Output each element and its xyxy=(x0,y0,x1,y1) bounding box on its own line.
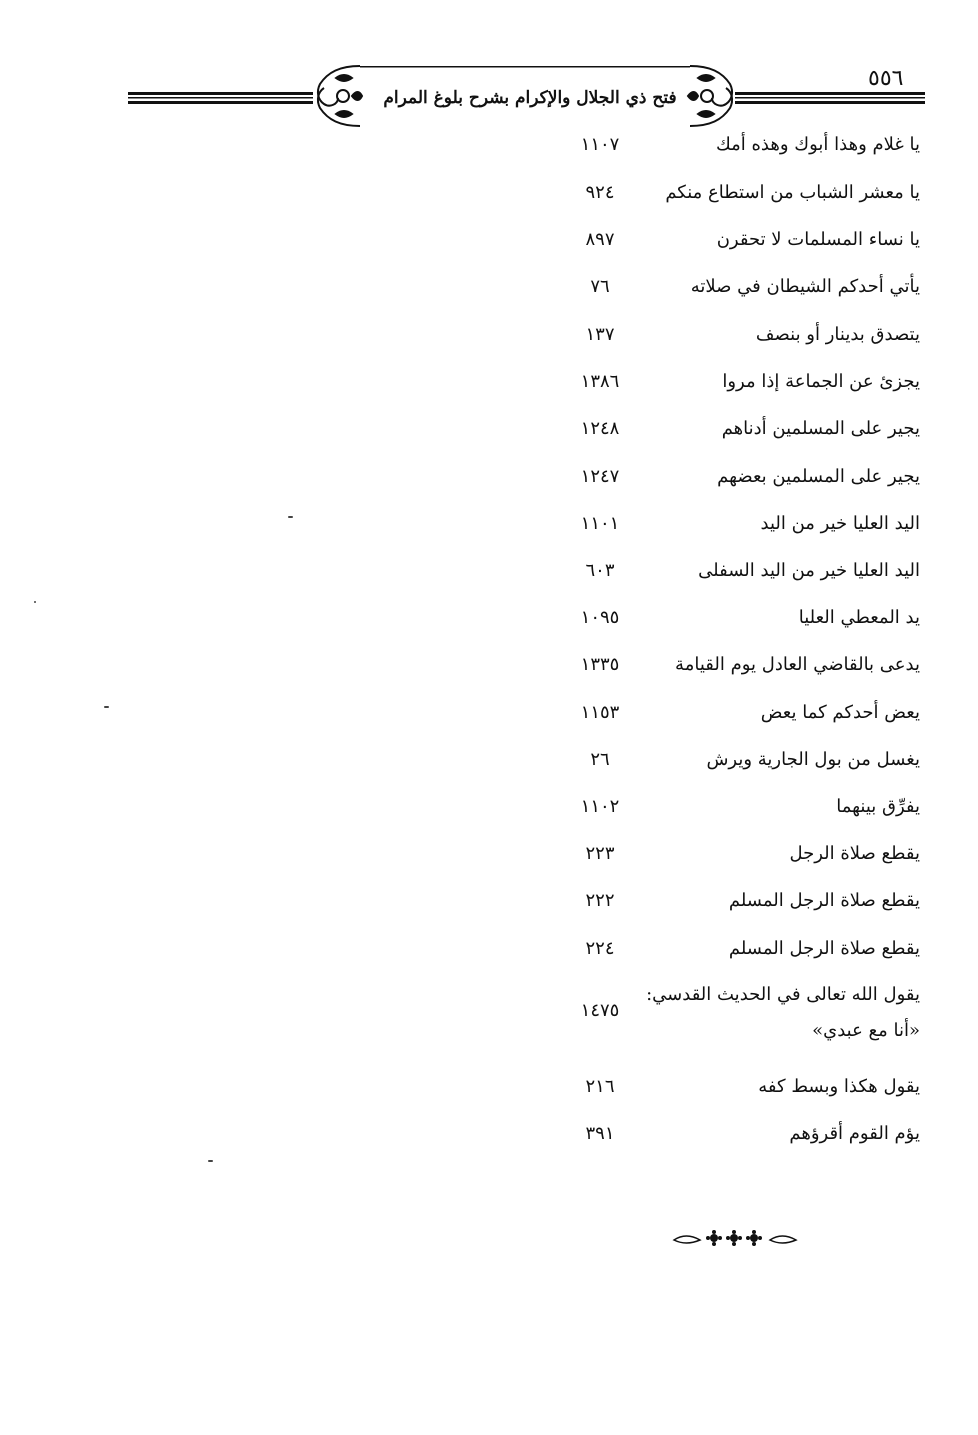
entry-page: ١٢٤٨ xyxy=(580,418,620,439)
entry-text: يفرِّق بينهما xyxy=(836,796,920,817)
entry-text: يقطع صلاة الرجل المسلم xyxy=(728,890,920,911)
index-entry xyxy=(560,176,920,210)
index-entry xyxy=(560,128,920,162)
entry-text: يجير على المسلمين أدناهم xyxy=(721,418,920,439)
header-rule xyxy=(0,0,978,140)
entry-page: ١١٥٣ xyxy=(580,702,620,723)
entry-text: يد المعطي العليا xyxy=(798,607,920,628)
entry-text-line2: «أنا مع عبدي» xyxy=(812,1020,920,1041)
entry-page: ١٢٤٧ xyxy=(580,466,620,487)
right-ornament-icon xyxy=(688,66,732,126)
entry-text-line1: يقول الله تعالى في الحديث القدسي: xyxy=(646,984,920,1005)
index-entry xyxy=(560,790,920,824)
scan-speck xyxy=(34,601,36,603)
entry-page: ٨٩٧ xyxy=(585,229,615,250)
scan-speck xyxy=(104,706,109,708)
entry-page: ١٣٣٥ xyxy=(580,654,620,675)
entry-page: ١٣٨٦ xyxy=(580,371,620,392)
entry-text: يجزئ عن الجماعة إذا مروا xyxy=(722,371,920,392)
entry-page: ٢٢٣ xyxy=(585,843,615,864)
entry-page: ٢٦ xyxy=(590,749,610,770)
index-entry xyxy=(560,412,920,446)
entry-text: يا معشر الشباب من استطاع منكم xyxy=(665,182,920,203)
entry-page: ٢٢٢ xyxy=(585,890,615,911)
entry-text: يقطع صلاة الرجل المسلم xyxy=(728,938,920,959)
entry-text: يقطع صلاة الرجل xyxy=(789,843,920,864)
entry-page: ١٤٧٥ xyxy=(580,1000,620,1021)
entry-page: ٢٢٤ xyxy=(585,938,615,959)
entry-page: ٦٠٣ xyxy=(585,560,615,581)
running-title: فتح ذي الجلال والإكرام بشرح بلوغ المرام xyxy=(383,88,677,108)
entry-text: يتصدق بدينار أو بنصف xyxy=(755,324,920,345)
index-entry xyxy=(560,837,920,871)
index-entry xyxy=(560,743,920,777)
left-ornament-icon xyxy=(318,66,362,126)
entry-text: يدعى بالقاضي العادل يوم القيامة xyxy=(675,654,920,675)
index-entry xyxy=(560,1070,920,1104)
entry-text: يعض أحدكم كما يعض xyxy=(760,702,920,723)
entry-text: يأتي أحدكم الشيطان في صلاته xyxy=(690,276,920,297)
index-entry xyxy=(560,696,920,730)
index-entry xyxy=(560,507,920,541)
entry-page: ١١٠٧ xyxy=(580,134,620,155)
scan-speck xyxy=(208,1160,213,1162)
entry-page: ١١٠٢ xyxy=(580,796,620,817)
entry-page: ١١٠١ xyxy=(580,513,620,534)
index-entry xyxy=(560,223,920,257)
index-entry xyxy=(560,601,920,635)
footer-ornament-icon xyxy=(670,1226,800,1250)
entry-text: يؤم القوم أقرؤهم xyxy=(789,1123,920,1144)
entry-page: ٩٢٤ xyxy=(585,182,615,203)
index-entry xyxy=(560,884,920,918)
index-entry xyxy=(560,270,920,304)
entry-page: ٧٦ xyxy=(590,276,610,297)
index-entry xyxy=(560,648,920,682)
entry-page: ١٣٧ xyxy=(585,324,615,345)
entry-text: يقول هكذا وبسط كفه xyxy=(758,1076,920,1097)
entry-page: ١٠٩٥ xyxy=(580,607,620,628)
index-entry xyxy=(560,932,920,966)
entry-text: يا نساء المسلمات لا تحقرن xyxy=(716,229,920,250)
index-entry xyxy=(560,318,920,352)
entry-text: اليد العليا خير من اليد السفلى xyxy=(698,560,920,581)
entry-text: اليد العليا خير من اليد xyxy=(760,513,920,534)
scan-speck xyxy=(288,516,293,518)
index-entry xyxy=(560,554,920,588)
entry-page: ٢١٦ xyxy=(585,1076,615,1097)
page-number: ٥٥٦ xyxy=(868,66,904,91)
index-entry xyxy=(560,365,920,399)
index-entry xyxy=(560,460,920,494)
index-entry xyxy=(560,1117,920,1151)
entry-page: ٣٩١ xyxy=(585,1123,615,1144)
entry-text: يا غلام وهذا أبوك وهذه أمك xyxy=(715,134,920,155)
entry-text: يجير على المسلمين بعضهم xyxy=(717,466,920,487)
entry-text: يغسل من بول الجارية ويرش xyxy=(706,749,920,770)
index-entry-multiline xyxy=(560,978,920,1058)
